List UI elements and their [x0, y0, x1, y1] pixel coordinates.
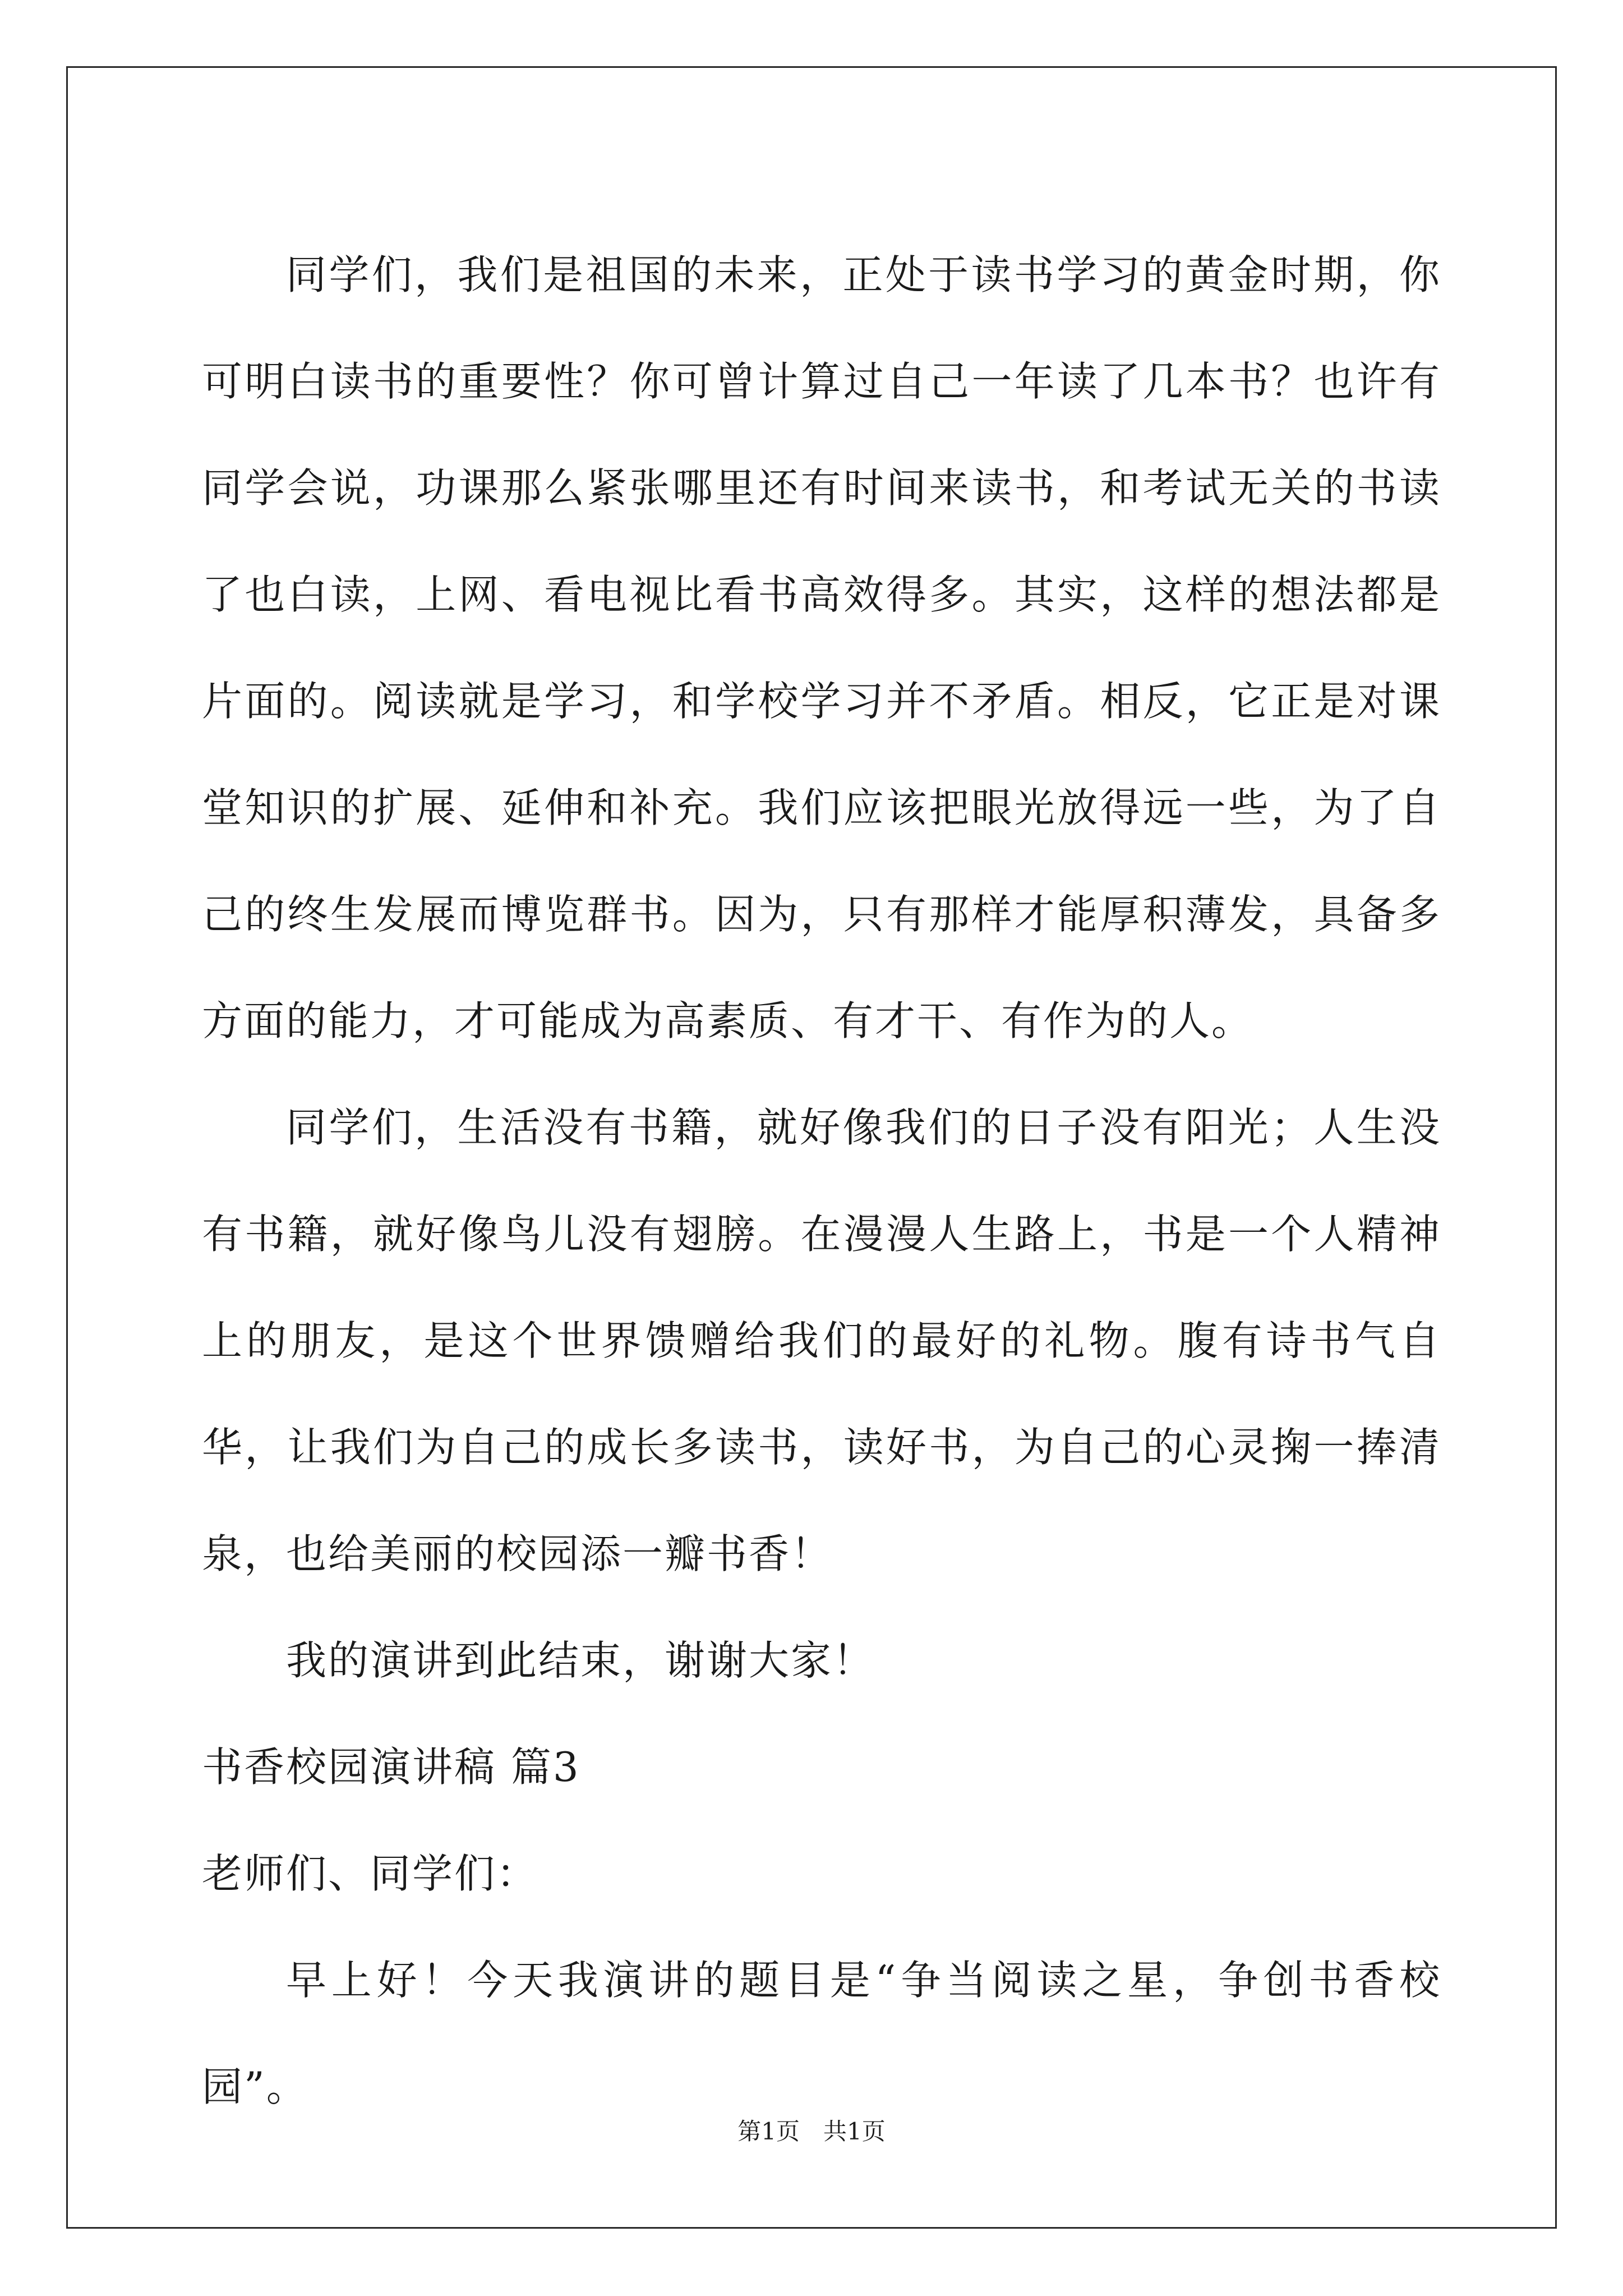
paragraph-closing: 我的演讲到此结束，谢谢大家！ — [286, 1637, 875, 1684]
paragraph-reading-importance: 同学们，我们是祖国的未来，正处于读书学习的黄金时期，你可明白读书的重要性？你可曾计算过自己一年读了几本书？也许有同学会说，功课那么紧张哪里还有时间来读书，和考试无关的书读了也白读，上网、看电视比看书高效得多。其实，这样的想法都是片面的。阅读就是学习，和学校学习并不矛盾。相反，它正是对课堂知识的扩展、延伸和补充。我们应该把眼光放得远一些，为了自己的终生发展而博览群书。因为，只有那样才能厚积薄发，具备多方面的能力，才可能成为高素质、有才干、有作为的人。 — [202, 251, 1441, 1045]
salutation: 老师们、同学们： — [202, 1850, 539, 1897]
paragraph-books-and-life: 同学们，生活没有书籍，就好像我们的日子没有阳光；人生没有书籍，就好像鸟儿没有翅膀。在漫漫人生路上，书是一个人精神上的朋友，是这个世界馈赠给我们的最好的礼物。腹有诗书气自华，让我们为自己的成长多读书，读好书，为自己的心灵掬一捧清泉，也给美丽的校园添一瓣书香！ — [202, 1104, 1441, 1577]
section-heading: 书香校园演讲稿 篇3 — [202, 1743, 580, 1791]
document-body — [202, 222, 1441, 2140]
page-footer: 第1页 共1页 — [737, 2118, 886, 2145]
paragraph-opening: 早上好！今天我演讲的题目是“争当阅读之星，争创书香校园”。 — [202, 1957, 1441, 2110]
